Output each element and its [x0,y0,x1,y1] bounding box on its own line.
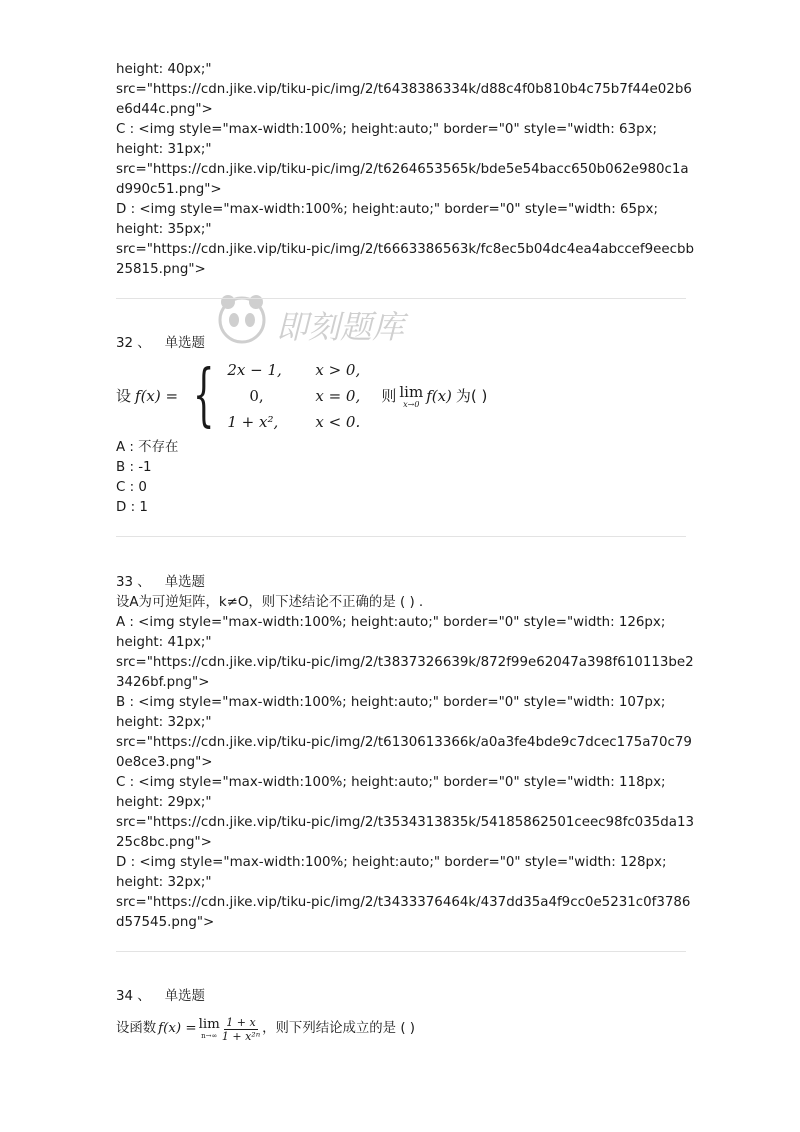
question-34 [116,987,686,1047]
text-line: height: 32px;" [116,715,212,730]
question-31-tail [116,60,694,280]
text-line: height: 31px;" [116,142,212,157]
text-line: 25815.png"> [116,262,206,277]
question-header [116,573,686,593]
text-line: height: 41px;" [116,635,212,650]
case2-expr: 0, [249,387,264,405]
question-type: 单选题 [164,575,205,590]
case3-expr: 1 + x², [227,413,279,431]
option-d[interactable]: D : <img style="max-width:100%; height:auto;" border="0" style="width: 65px; [116,202,658,217]
case1-expr: 2x − 1, [227,361,282,379]
limit [399,384,423,409]
question-number: 32 、 [116,336,151,351]
option-d[interactable]: D : 1 [116,500,148,515]
question-type: 单选题 [164,336,205,351]
option-b[interactable]: B : -1 [116,460,152,475]
text-line: src="https://cdn.jike.vip/tiku-pic/img/2/t6264653565k/bde5e54bacc650b062e980c1a [116,162,689,177]
question-33 [116,573,694,933]
left-brace: { [192,356,215,435]
text-line: src="https://cdn.jike.vip/tiku-pic/img/2/t3534313835k/54185862501ceec98fc035da13 [116,815,694,830]
limit [199,1018,220,1040]
question-type: 单选题 [164,989,205,1004]
limit-label: lim [399,382,424,401]
limit-label: lim [198,1017,220,1032]
numerator: 1 + x [226,1015,256,1029]
text-line: height: 40px;" [116,62,212,77]
formula-image [116,354,686,438]
watermark-text: 即刻题库 [276,308,405,346]
denominator: 1 + x²ⁿ [221,1029,261,1043]
limit-subscript: x→0 [403,399,420,409]
text-line: src="https://cdn.jike.vip/tiku-pic/img/2/t6130613366k/a0a3fe4bde9c7dcec175a70c79 [116,735,692,750]
text-line: height: 29px;" [116,795,212,810]
formula-prefix: 设 [116,387,132,405]
question-number: 34 、 [116,989,151,1004]
piecewise-cases [227,358,381,434]
formula-suffix: 为( ) [455,387,488,405]
stem-suffix: ，则下列结论成立的是 ( ) [262,1021,416,1036]
limit-fx: f(x) [426,387,452,405]
question-header [116,334,686,354]
text-line: src="https://cdn.jike.vip/tiku-pic/img/2/t3433376464k/437dd35a4f9cc0e5231c0f3786 [116,895,691,910]
option-a[interactable]: A : <img style="max-width:100%; height:auto;" border="0" style="width: 126px; [116,615,666,630]
question-32 [116,334,686,518]
text-line: 0e8ce3.png"> [116,755,213,770]
question-stem [116,1011,686,1047]
case2-cond: x = 0, [315,387,361,405]
fraction [222,1016,260,1043]
text-line: 25c8bc.png"> [116,835,212,850]
question-number: 33 、 [116,575,151,590]
limit-subscript: n→∞ [201,1032,218,1040]
option-c[interactable]: C : <img style="max-width:100%; height:auto;" border="0" style="width: 118px; [116,775,666,790]
text-line: src="https://cdn.jike.vip/tiku-pic/img/2/t6438386334k/d88c4f0b810b4c75b7f44e02b6 [116,82,692,97]
option-c[interactable]: C : <img style="max-width:100%; height:auto;" border="0" style="width: 63px; [116,122,657,137]
option-b[interactable]: B : <img style="max-width:100%; height:auto;" border="0" style="width: 107px; [116,695,666,710]
option-d[interactable]: D : <img style="max-width:100%; height:auto;" border="0" style="width: 128px; [116,855,667,870]
formula-then: 则 [381,387,397,405]
text-line: d57545.png"> [116,915,215,930]
case3-cond: x < 0. [315,413,361,431]
text-line: src="https://cdn.jike.vip/tiku-pic/img/2/t6663386563k/fc8ec5b04dc4ea4abccef9eecbb [116,242,694,257]
stem-fx: f(x) = [158,1021,197,1036]
option-c[interactable]: C : 0 [116,480,147,495]
case1-cond: x > 0, [315,361,361,379]
text-line: height: 32px;" [116,875,212,890]
text-line: e6d44c.png"> [116,102,213,117]
option-a[interactable]: A : 不存在 [116,440,179,455]
text-line: 3426bf.png"> [116,675,210,690]
question-stem: 设A为可逆矩阵，k≠O，则下述结论不正确的是 ( ) . [116,595,424,610]
text-line: d990c51.png"> [116,182,222,197]
text-line: height: 35px;" [116,222,212,237]
formula-fx: f(x) = [135,387,179,405]
text-line: src="https://cdn.jike.vip/tiku-pic/img/2/t3837326639k/872f99e62047a398f610113be2 [116,655,694,670]
question-header [116,987,686,1007]
question-page [116,60,694,1047]
stem-prefix: 设函数 [116,1021,157,1036]
